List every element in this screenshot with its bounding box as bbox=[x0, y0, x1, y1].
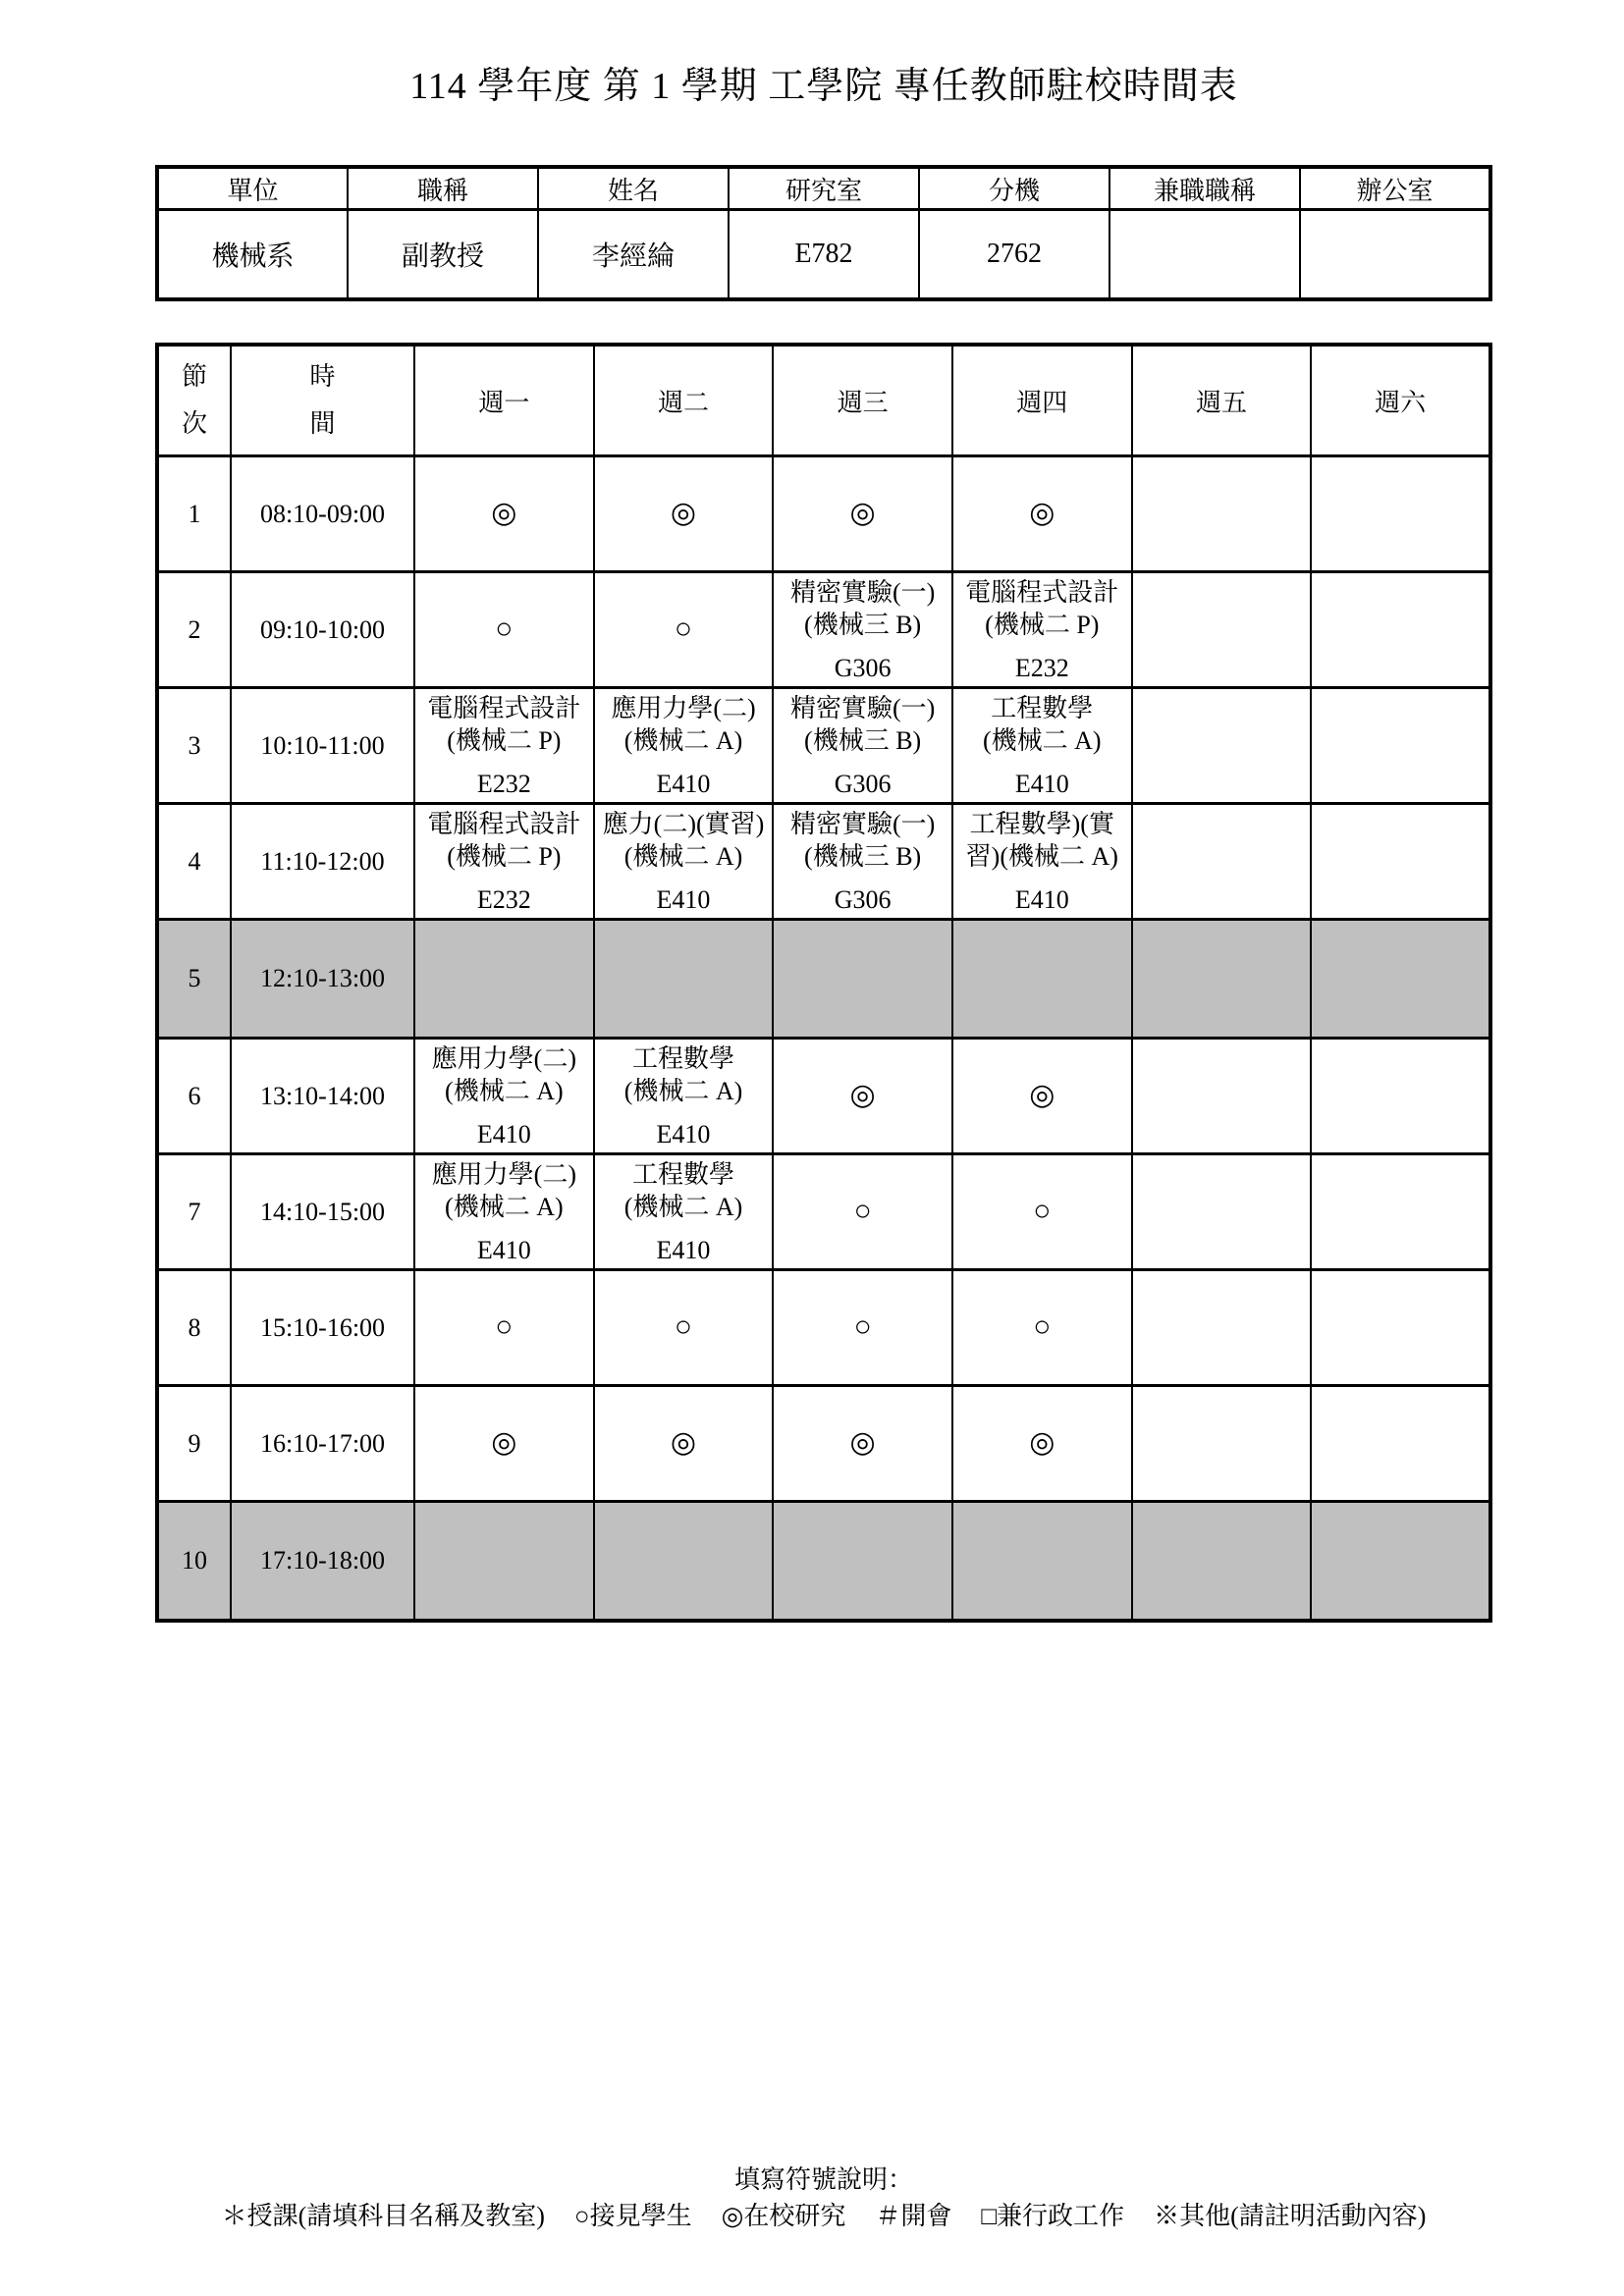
schedule-cell bbox=[773, 1270, 952, 1386]
legend-item: ◎在校研究 bbox=[721, 2202, 846, 2230]
schedule-cell bbox=[594, 920, 774, 1039]
period-cell: 2 bbox=[157, 572, 231, 688]
room-line: E410 bbox=[656, 769, 711, 798]
schedule-row bbox=[157, 1386, 1490, 1502]
schedule-row bbox=[157, 804, 1490, 920]
schedule-header-label: 節次 bbox=[181, 361, 207, 438]
period-cell: 9 bbox=[157, 1386, 231, 1502]
course-line: 工程數學)(實習)(機械二 A) bbox=[965, 809, 1118, 871]
schedule-cell bbox=[414, 1270, 594, 1386]
room-line: E410 bbox=[1014, 769, 1069, 798]
course-line: (機械二 A) bbox=[623, 725, 743, 755]
period-cell: 8 bbox=[157, 1270, 231, 1386]
meet-students-symbol: ○ bbox=[853, 1195, 872, 1227]
schedule-row bbox=[157, 572, 1490, 688]
room-line: E410 bbox=[656, 1119, 711, 1148]
schedule-header-cell bbox=[594, 345, 774, 456]
schedule-table bbox=[155, 343, 1492, 1623]
schedule-header-label: 週四 bbox=[1016, 388, 1068, 417]
schedule-cell bbox=[1132, 1502, 1312, 1622]
schedule-cell bbox=[952, 804, 1132, 920]
meet-students-symbol: ○ bbox=[1033, 1195, 1052, 1227]
schedule-header-cell bbox=[231, 345, 414, 456]
schedule-header-cell bbox=[1311, 345, 1490, 456]
schedule-cell bbox=[594, 1270, 774, 1386]
schedule-cell bbox=[594, 1039, 774, 1154]
course-line: 精密實驗(一) bbox=[789, 577, 936, 607]
schedule-cell bbox=[414, 1039, 594, 1154]
room-line: E232 bbox=[476, 769, 531, 798]
legend-item: ○接見學生 bbox=[573, 2202, 692, 2230]
room-line: G306 bbox=[834, 653, 892, 682]
schedule-cell bbox=[773, 1502, 952, 1622]
teacher-header-cell: 兼職職稱 bbox=[1110, 167, 1300, 210]
course-line: (機械二 P) bbox=[985, 610, 1100, 639]
course-line: 工程數學 bbox=[631, 1159, 734, 1189]
page-title: 114 學年度 第 1 學期 工學院 專任教師駐校時間表 bbox=[409, 66, 1238, 107]
meet-students-symbol: ○ bbox=[674, 1310, 693, 1343]
schedule-header-label: 時間 bbox=[309, 361, 336, 438]
schedule-cell bbox=[1311, 1270, 1490, 1386]
schedule-cell bbox=[414, 920, 594, 1039]
teacher-info-table bbox=[155, 165, 1492, 301]
schedule-cell bbox=[414, 804, 594, 920]
course-line: (機械二 A) bbox=[623, 1192, 743, 1221]
schedule-row bbox=[157, 1039, 1490, 1154]
schedule-cell bbox=[952, 688, 1132, 804]
schedule-cell bbox=[773, 804, 952, 920]
course-line: (機械二 P) bbox=[447, 725, 562, 755]
schedule-cell bbox=[414, 1386, 594, 1502]
room-line: G306 bbox=[834, 769, 892, 798]
schedule-cell bbox=[594, 688, 774, 804]
course-line: 應力(二)(實習)(機械二 A) bbox=[602, 809, 765, 871]
schedule-row bbox=[157, 1502, 1490, 1622]
schedule-cell bbox=[1132, 920, 1312, 1039]
room-line: E410 bbox=[1014, 884, 1069, 914]
schedule-cell bbox=[594, 1154, 774, 1270]
schedule-header-label: 週三 bbox=[837, 388, 889, 417]
on-campus-research-symbol: ◎ bbox=[849, 497, 876, 529]
on-campus-research-symbol: ◎ bbox=[1029, 497, 1056, 529]
on-campus-research-symbol: ◎ bbox=[849, 1426, 876, 1459]
schedule-row bbox=[157, 1270, 1490, 1386]
schedule-cell bbox=[773, 572, 952, 688]
time-cell: 13:10-14:00 bbox=[231, 1039, 414, 1154]
teacher-value-cell: 副教授 bbox=[348, 210, 538, 300]
teacher-header-cell: 辦公室 bbox=[1300, 167, 1490, 210]
schedule-row bbox=[157, 688, 1490, 804]
document-page bbox=[155, 0, 1492, 2233]
schedule-header-cell bbox=[414, 345, 594, 456]
schedule-cell bbox=[594, 1502, 774, 1622]
meet-students-symbol: ○ bbox=[1033, 1310, 1052, 1343]
course-line: (機械三 B) bbox=[804, 841, 922, 871]
schedule-cell bbox=[1311, 804, 1490, 920]
course-line: 工程數學 bbox=[991, 693, 1094, 722]
schedule-cell bbox=[1311, 1502, 1490, 1622]
course-line: 電腦程式設計 bbox=[427, 693, 581, 722]
schedule-cell bbox=[414, 688, 594, 804]
period-cell: 1 bbox=[157, 456, 231, 572]
schedule-header-label: 週一 bbox=[478, 388, 530, 417]
period-cell: 3 bbox=[157, 688, 231, 804]
schedule-cell bbox=[952, 1502, 1132, 1622]
schedule-cell bbox=[1132, 572, 1312, 688]
schedule-cell bbox=[1311, 920, 1490, 1039]
teacher-value-cell: 2762 bbox=[919, 210, 1110, 300]
time-cell: 16:10-17:00 bbox=[231, 1386, 414, 1502]
teacher-header-cell: 姓名 bbox=[538, 167, 729, 210]
schedule-cell bbox=[594, 1386, 774, 1502]
schedule-cell bbox=[414, 1154, 594, 1270]
period-cell: 4 bbox=[157, 804, 231, 920]
schedule-cell bbox=[773, 1039, 952, 1154]
room-line: E410 bbox=[476, 1119, 531, 1148]
schedule-cell bbox=[1132, 804, 1312, 920]
course-line: 應用力學(二) bbox=[431, 1159, 576, 1189]
room-line: E410 bbox=[656, 1235, 711, 1264]
legend-item: □兼行政工作 bbox=[981, 2202, 1125, 2230]
room-line: E232 bbox=[476, 884, 531, 914]
schedule-header-cell bbox=[952, 345, 1132, 456]
period-cell: 7 bbox=[157, 1154, 231, 1270]
schedule-cell bbox=[1132, 1270, 1312, 1386]
teacher-value-cell bbox=[1110, 210, 1300, 300]
schedule-cell bbox=[594, 456, 774, 572]
meet-students-symbol: ○ bbox=[495, 613, 514, 645]
schedule-cell bbox=[773, 688, 952, 804]
schedule-cell bbox=[1311, 1154, 1490, 1270]
legend-item: ＃開會 bbox=[875, 2202, 952, 2230]
schedule-cell bbox=[1311, 1039, 1490, 1154]
meet-students-symbol: ○ bbox=[853, 1310, 872, 1343]
schedule-cell bbox=[952, 1154, 1132, 1270]
legend-intro: 填寫符號說明： bbox=[733, 2165, 913, 2194]
course-line: 精密實驗(一) bbox=[789, 693, 936, 722]
schedule-cell bbox=[773, 1386, 952, 1502]
course-line: (機械二 A) bbox=[623, 1076, 743, 1105]
schedule-cell bbox=[1132, 1386, 1312, 1502]
schedule-cell bbox=[414, 572, 594, 688]
schedule-header-label: 週二 bbox=[657, 388, 709, 417]
teacher-value-cell: 機械系 bbox=[157, 210, 348, 300]
time-cell: 14:10-15:00 bbox=[231, 1154, 414, 1270]
schedule-cell bbox=[1132, 456, 1312, 572]
schedule-header-cell bbox=[157, 345, 231, 456]
legend-item: ＊授課(請填科目名稱及教室) bbox=[221, 2202, 545, 2230]
course-line: 電腦程式設計 bbox=[965, 577, 1119, 607]
schedule-cell bbox=[414, 456, 594, 572]
course-line: 電腦程式設計 bbox=[427, 809, 581, 838]
teacher-value-cell bbox=[1300, 210, 1490, 300]
schedule-row bbox=[157, 920, 1490, 1039]
course-line: 應用力學(二) bbox=[431, 1043, 576, 1073]
teacher-value-cell: 李經綸 bbox=[538, 210, 729, 300]
time-cell: 10:10-11:00 bbox=[231, 688, 414, 804]
time-cell: 15:10-16:00 bbox=[231, 1270, 414, 1386]
schedule-cell bbox=[1311, 572, 1490, 688]
schedule-cell bbox=[952, 1386, 1132, 1502]
course-line: 精密實驗(一) bbox=[789, 809, 936, 838]
schedule-cell bbox=[773, 920, 952, 1039]
schedule-header-label: 週六 bbox=[1375, 388, 1427, 417]
schedule-header-row bbox=[157, 345, 1490, 456]
legend-items bbox=[155, 2200, 1492, 2233]
schedule-row bbox=[157, 1154, 1490, 1270]
schedule-cell bbox=[952, 1039, 1132, 1154]
teacher-info-data-row bbox=[157, 210, 1490, 300]
schedule-cell bbox=[952, 456, 1132, 572]
schedule-cell bbox=[1311, 688, 1490, 804]
on-campus-research-symbol: ◎ bbox=[491, 1426, 517, 1459]
meet-students-symbol: ○ bbox=[674, 613, 693, 645]
course-line: 工程數學 bbox=[631, 1043, 734, 1073]
on-campus-research-symbol: ◎ bbox=[670, 497, 697, 529]
on-campus-research-symbol: ◎ bbox=[491, 497, 517, 529]
teacher-header-cell: 單位 bbox=[157, 167, 348, 210]
time-cell: 17:10-18:00 bbox=[231, 1502, 414, 1622]
on-campus-research-symbol: ◎ bbox=[670, 1426, 697, 1459]
course-line: (機械二 A) bbox=[445, 1192, 564, 1221]
course-line: (機械三 B) bbox=[804, 610, 922, 639]
time-cell: 11:10-12:00 bbox=[231, 804, 414, 920]
teacher-value-cell: E782 bbox=[729, 210, 919, 300]
schedule-cell bbox=[952, 1270, 1132, 1386]
legend-item: ※其他(請註明活動內容) bbox=[1154, 2202, 1427, 2230]
schedule-cell bbox=[1132, 1154, 1312, 1270]
time-cell: 12:10-13:00 bbox=[231, 920, 414, 1039]
room-line: E410 bbox=[656, 884, 711, 914]
room-line: E410 bbox=[476, 1235, 531, 1264]
room-line: E232 bbox=[1014, 653, 1069, 682]
period-cell: 5 bbox=[157, 920, 231, 1039]
teacher-info-header-row bbox=[157, 167, 1490, 210]
teacher-header-cell: 分機 bbox=[919, 167, 1110, 210]
legend bbox=[155, 2164, 1492, 2233]
period-cell: 6 bbox=[157, 1039, 231, 1154]
course-line: (機械二 A) bbox=[983, 725, 1102, 755]
schedule-cell bbox=[414, 1502, 594, 1622]
schedule-header-label: 週五 bbox=[1195, 388, 1247, 417]
schedule-cell bbox=[773, 1154, 952, 1270]
schedule-header-cell bbox=[773, 345, 952, 456]
schedule-cell bbox=[1311, 1386, 1490, 1502]
course-line: (機械二 P) bbox=[447, 841, 562, 871]
schedule-cell bbox=[952, 572, 1132, 688]
schedule-cell bbox=[773, 456, 952, 572]
teacher-header-cell: 職稱 bbox=[348, 167, 538, 210]
course-line: (機械三 B) bbox=[804, 725, 922, 755]
schedule-cell bbox=[1132, 688, 1312, 804]
schedule-cell bbox=[594, 572, 774, 688]
teacher-header-cell: 研究室 bbox=[729, 167, 919, 210]
meet-students-symbol: ○ bbox=[495, 1310, 514, 1343]
on-campus-research-symbol: ◎ bbox=[849, 1079, 876, 1111]
on-campus-research-symbol: ◎ bbox=[1029, 1426, 1056, 1459]
period-cell: 10 bbox=[157, 1502, 231, 1622]
schedule-cell bbox=[1311, 456, 1490, 572]
schedule-header-cell bbox=[1132, 345, 1312, 456]
course-line: 應用力學(二) bbox=[611, 693, 756, 722]
time-cell: 08:10-09:00 bbox=[231, 456, 414, 572]
on-campus-research-symbol: ◎ bbox=[1029, 1079, 1056, 1111]
time-cell: 09:10-10:00 bbox=[231, 572, 414, 688]
schedule-cell bbox=[952, 920, 1132, 1039]
schedule-row bbox=[157, 456, 1490, 572]
schedule-cell bbox=[594, 804, 774, 920]
room-line: G306 bbox=[834, 884, 892, 914]
course-line: (機械二 A) bbox=[445, 1076, 564, 1105]
schedule-cell bbox=[1132, 1039, 1312, 1154]
